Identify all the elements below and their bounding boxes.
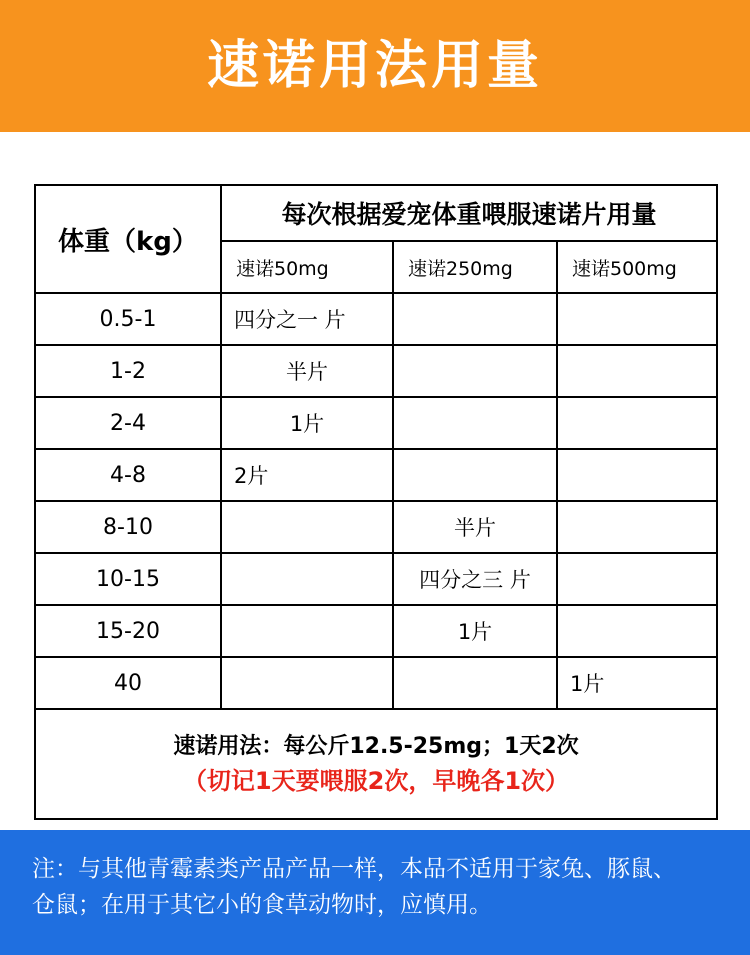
- subheader-50mg: 速诺50mg: [221, 241, 393, 293]
- row-weight: 0.5-1: [35, 293, 221, 345]
- table-row: [35, 293, 717, 345]
- row-dose-500mg: [557, 605, 717, 657]
- row-dose-50mg: 2片: [221, 449, 393, 501]
- row-dose-500mg: [557, 345, 717, 397]
- table-row: [35, 397, 717, 449]
- row-dose-500mg: [557, 501, 717, 553]
- header-band: [0, 0, 750, 132]
- row-dose-50mg: 1片: [221, 397, 393, 449]
- footer-band: [0, 830, 750, 955]
- row-dose-500mg: 1片: [557, 657, 717, 709]
- row-dose-50mg: [221, 657, 393, 709]
- row-weight: 4-8: [35, 449, 221, 501]
- row-dose-50mg: 四分之一 片: [221, 293, 393, 345]
- table-footer-note-cell: [35, 709, 717, 819]
- table-row: [35, 449, 717, 501]
- subheader-250mg: 速诺250mg: [393, 241, 557, 293]
- row-dose-500mg: [557, 553, 717, 605]
- row-weight: 8-10: [35, 501, 221, 553]
- footer-note-line-1: 注：与其他青霉素类产品产品一样，本品不适用于家兔、豚鼠、: [32, 856, 676, 882]
- table-row: [35, 501, 717, 553]
- table-row: [35, 605, 717, 657]
- dosage-table-container: [0, 132, 750, 820]
- weight-column-header: 体重（kg）: [35, 185, 221, 293]
- subheader-500mg: 速诺500mg: [557, 241, 717, 293]
- row-dose-500mg: [557, 397, 717, 449]
- row-dose-50mg: [221, 605, 393, 657]
- table-header-row: [35, 185, 717, 241]
- row-weight: 2-4: [35, 397, 221, 449]
- row-dose-250mg: 1片: [393, 605, 557, 657]
- row-dose-50mg: [221, 553, 393, 605]
- table-row: [35, 657, 717, 709]
- dosage-table: [34, 184, 718, 820]
- row-dose-50mg: 半片: [221, 345, 393, 397]
- row-weight: 10-15: [35, 553, 221, 605]
- row-dose-500mg: [557, 449, 717, 501]
- row-dose-250mg: 半片: [393, 501, 557, 553]
- page-title: 速诺用法用量: [206, 36, 543, 96]
- row-weight: 40: [35, 657, 221, 709]
- row-dose-250mg: [393, 293, 557, 345]
- dosage-span-header: 每次根据爱宠体重喂服速诺片用量: [221, 185, 717, 241]
- table-footer-note-row: [35, 709, 717, 819]
- row-dose-250mg: [393, 397, 557, 449]
- usage-note-primary: 速诺用法：每公斤12.5-25mg；1天2次: [173, 733, 579, 759]
- footer-note-line-2: 仓鼠；在用于其它小的食草动物时，应慎用。: [32, 891, 492, 918]
- row-weight: 1-2: [35, 345, 221, 397]
- row-dose-50mg: [221, 501, 393, 553]
- row-dose-250mg: [393, 657, 557, 709]
- row-dose-250mg: [393, 345, 557, 397]
- usage-note-warning: （切记1天要喂服2次，早晚各1次）: [182, 766, 570, 795]
- row-weight: 15-20: [35, 605, 221, 657]
- row-dose-500mg: [557, 293, 717, 345]
- row-dose-250mg: [393, 449, 557, 501]
- table-row: [35, 345, 717, 397]
- table-row: [35, 553, 717, 605]
- row-dose-250mg: 四分之三 片: [393, 553, 557, 605]
